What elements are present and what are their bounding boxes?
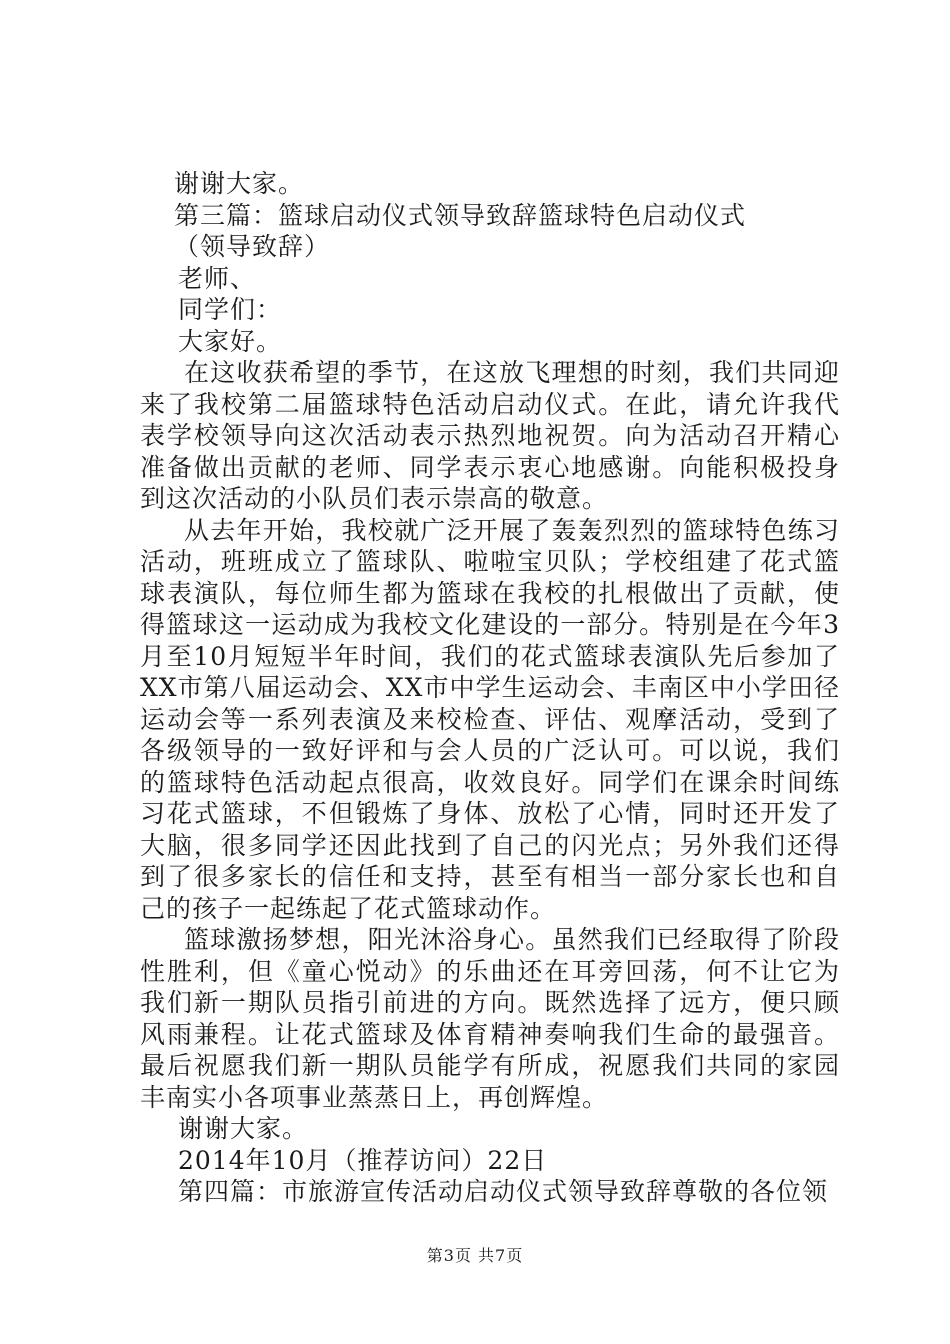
section-heading-4: 第四篇：市旅游宣传活动启动仪式领导致辞尊敬的各位领 xyxy=(178,1177,829,1206)
document-body xyxy=(140,168,840,1208)
body-paragraph: 从去年开始，我校就广泛开展了轰轰烈烈的篮球特色练习活动，班班成立了篮球队、啦啦宝贝队；学校组建了花式篮球表演队，每位师生都为篮球在我校的扎根做出了贡献，使得篮球这一运动成为我校文化建设的一部分。特别是在今年3月至10月短短半年时间，我们的花式篮球表演队先后参加了XX市第八届运动会、XX市中学生运动会、丰南区中小学田径运动会等一系列表演及来校检查、评估、观摩活动，受到了各级领导的一致好评和与会人员的广泛认可。可以说，我们的篮球特色活动起点很高，收效良好。同学们在课余时间练习花式篮球，不但锻炼了身体、放松了心情，同时还开发了大脑，很多同学还因此找到了自己的闪光点；另外我们还得到了很多家长的信任和支持，甚至有相当一部分家长也和自己的孩子一起练起了花式篮球动作。 xyxy=(140,515,840,923)
page-footer: 第3页 共7页 xyxy=(426,1246,524,1265)
salutation-teachers: 老师、 xyxy=(178,263,257,293)
closing-thanks-line: 谢谢大家。 xyxy=(174,169,305,198)
greeting-line: 大家好。 xyxy=(178,326,283,356)
section-heading-3: 第三篇：篮球启动仪式领导致辞篮球特色启动仪式 xyxy=(174,200,747,230)
section-subheading: （领导致辞） xyxy=(174,232,331,261)
body-paragraph: 在这收获希望的季节，在这放飞理想的时刻，我们共同迎来了我校第二届篮球特色活动启动仪式。在此，请允许我代表学校领导向这次活动表示热烈地祝贺。向为活动召开精心准备做出贡献的老师、同学表示衷心地感谢。向能积极投身到这次活动的小队员们表示崇高的敬意。 xyxy=(140,358,840,513)
body-paragraph: 篮球激扬梦想，阳光沐浴身心。虽然我们已经取得了阶段性胜利，但《童心悦动》的乐曲还在耳旁回荡，何不让它为我们新一期队员指引前进的方向。既然选择了远方，便只顾风雨兼程。让花式篮球及体育精神奏响我们生命的最强音。最后祝愿我们新一期队员能学有所成，祝愿我们共同的家园丰南实小各项事业蒸蒸日上，再创辉煌。 xyxy=(140,925,840,1112)
date-line: 2014年10月（推荐访问）22日 xyxy=(178,1145,548,1175)
closing-thanks-line: 谢谢大家。 xyxy=(178,1114,309,1143)
salutation-students: 同学们： xyxy=(178,295,283,324)
